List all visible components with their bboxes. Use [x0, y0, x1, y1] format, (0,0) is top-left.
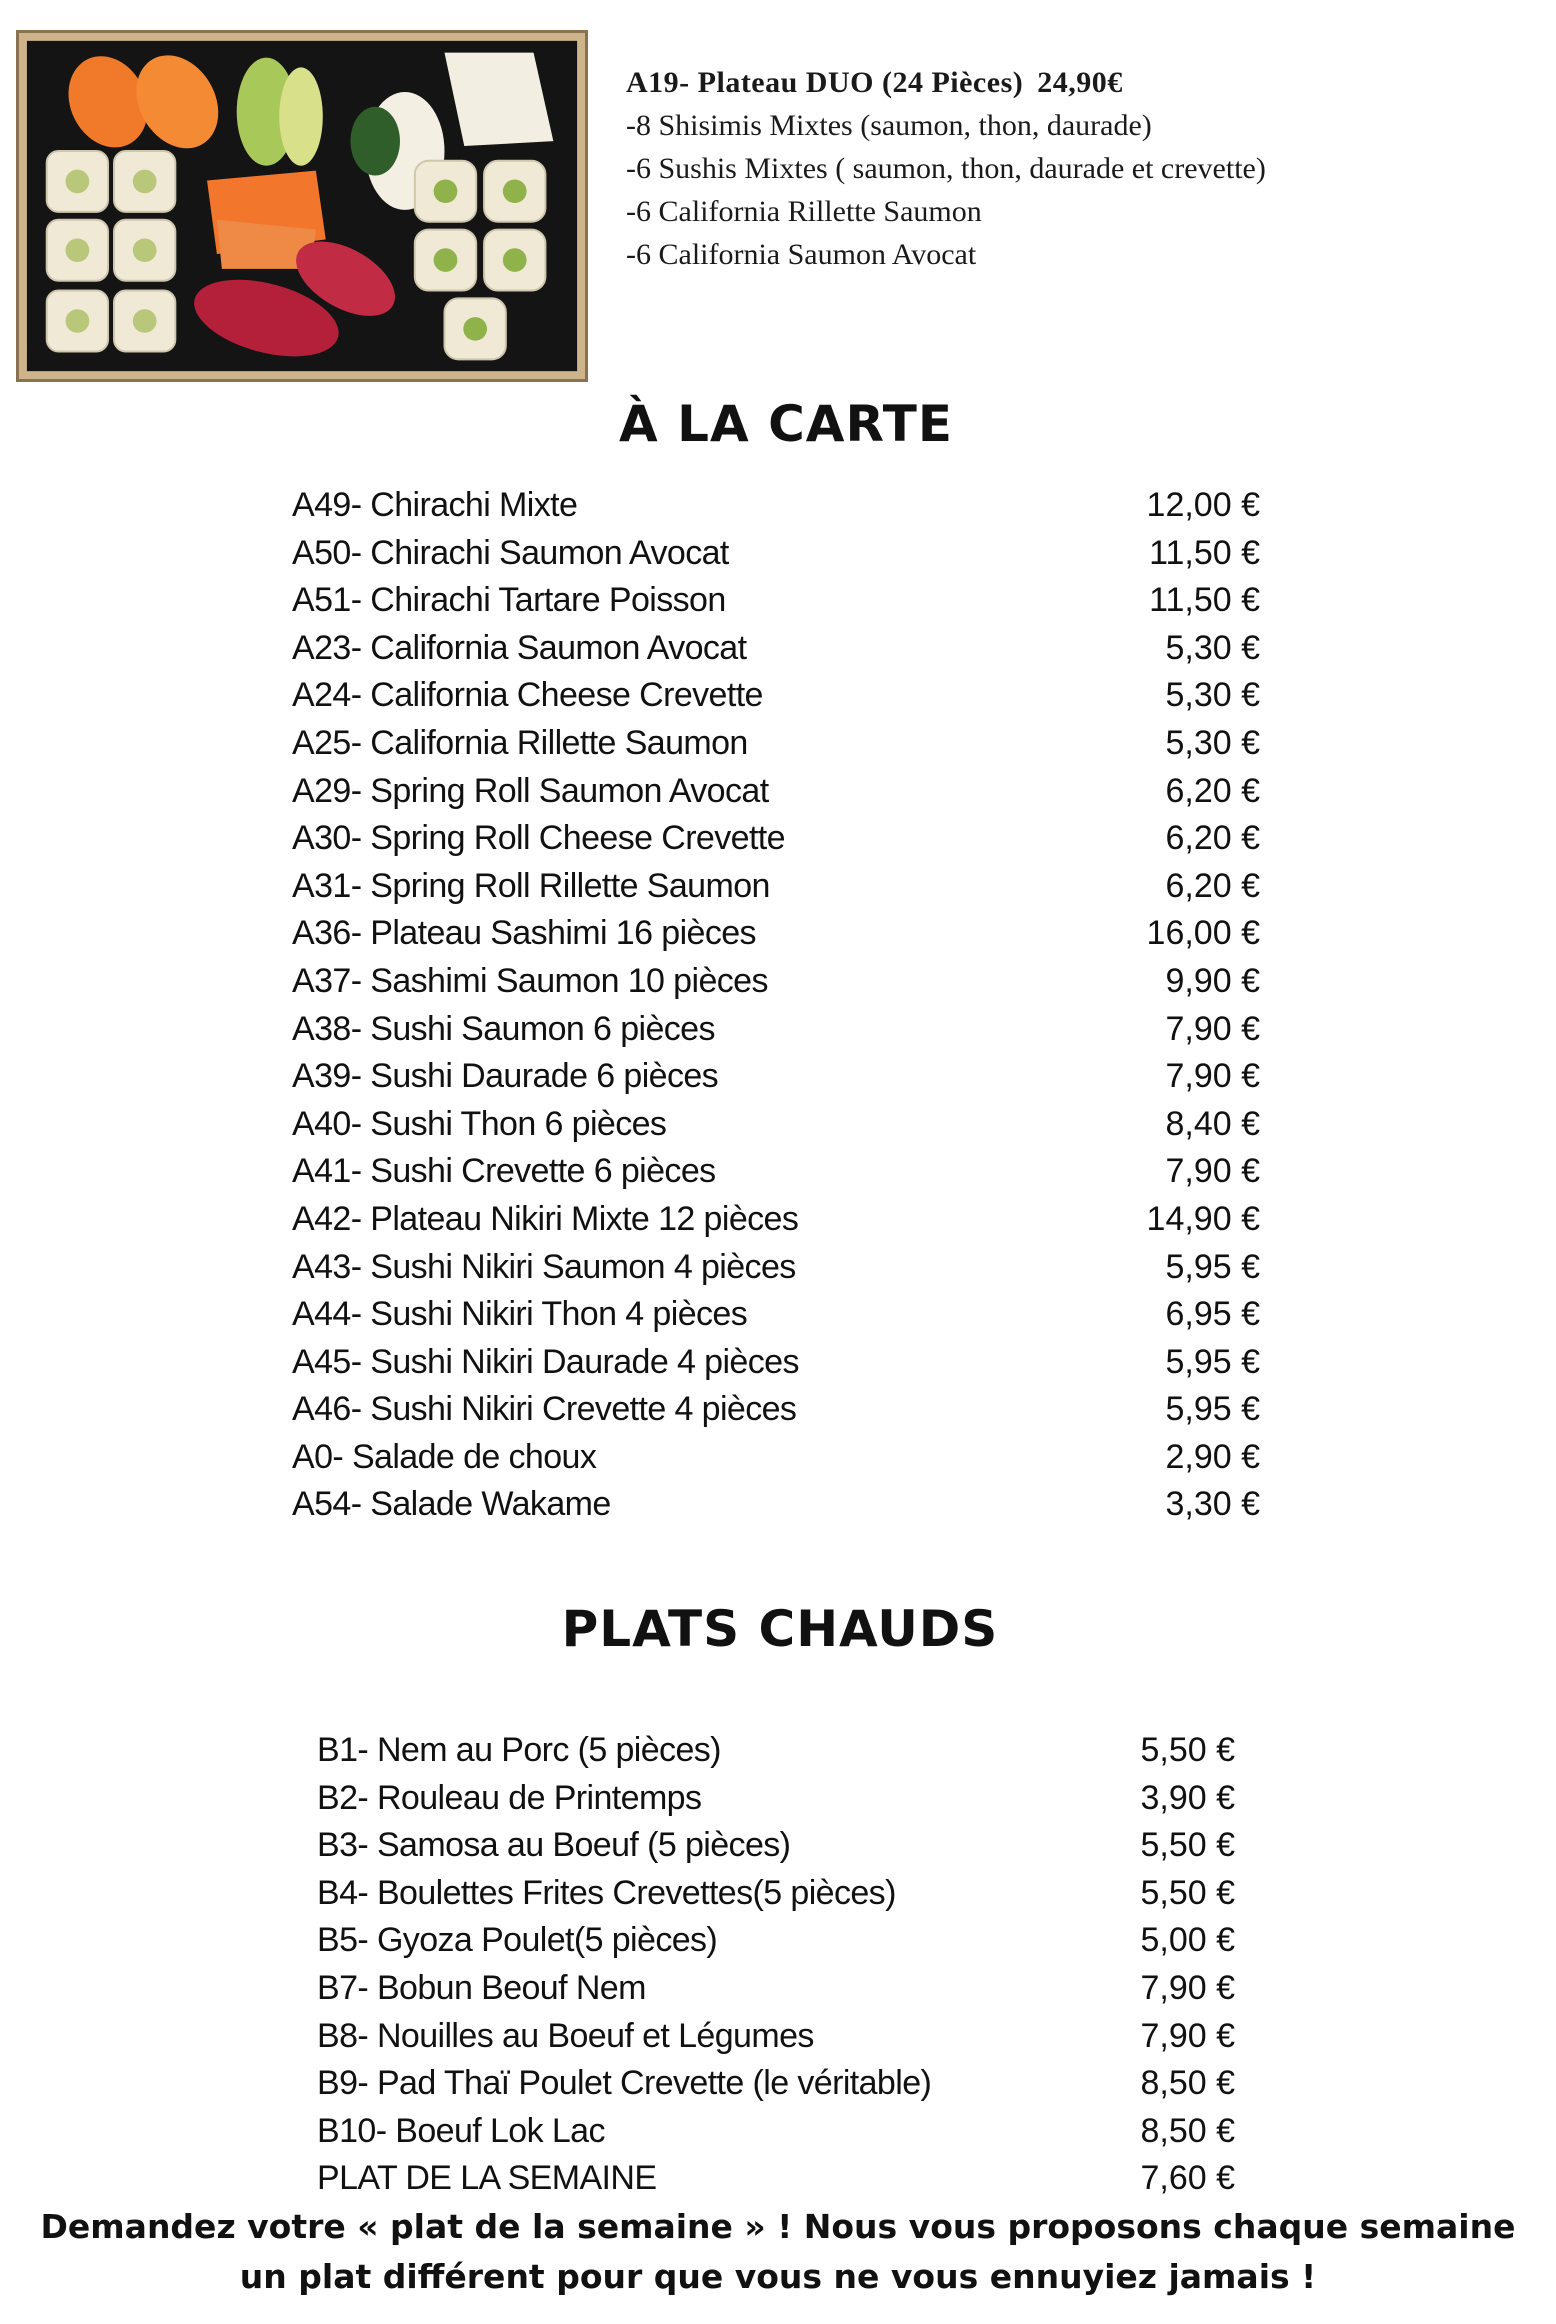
- menu-item-name: A39- Sushi Daurade 6 pièces: [292, 1057, 719, 1096]
- plateau-duo-line: -6 California Rillette Saumon: [626, 195, 982, 228]
- menu-item-name: B10- Boeuf Lok Lac: [317, 2111, 605, 2150]
- menu-item-name: A29- Spring Roll Saumon Avocat: [292, 771, 769, 810]
- plateau-duo-title: [626, 62, 1266, 104]
- menu-item-name: B7- Bobun Beouf Nem: [317, 1968, 646, 2007]
- menu-item-name: A31- Spring Roll Rillette Saumon: [292, 866, 770, 905]
- footer-line-1: Demandez votre « plat de la semaine » ! Nous vous proposons chaque semaine: [40, 2207, 1516, 2246]
- menu-item-name: A44- Sushi Nikiri Thon 4 pièces: [292, 1295, 748, 1334]
- menu-item-name: A46- Sushi Nikiri Crevette 4 pièces: [292, 1390, 797, 1429]
- menu-item-price: 5,30 €: [1165, 723, 1260, 762]
- menu-item-price: 9,90 €: [1165, 961, 1260, 1000]
- menu-item-name: A54- Salade Wakame: [292, 1485, 611, 1524]
- menu-item-name: A49- Chirachi Mixte: [292, 486, 578, 524]
- menu-item-price: 6,95 €: [1165, 1295, 1260, 1334]
- menu-item-name: PLAT DE LA SEMAINE: [317, 2159, 657, 2198]
- carte-menu-item: [292, 1196, 1260, 1244]
- menu-item-name: B3- Samosa au Boeuf (5 pièces): [317, 1826, 791, 1865]
- menu-item-price: 7,60 €: [1140, 2159, 1235, 2198]
- menu-item-name: B2- Rouleau de Printemps: [317, 1778, 702, 1817]
- carte-menu-item: [292, 577, 1260, 625]
- carte-menu-item: [292, 815, 1260, 863]
- menu-item-name: A0- Salade de choux: [292, 1437, 597, 1476]
- menu-item-name: A42- Plateau Nikiri Mixte 12 pièces: [292, 1199, 799, 1238]
- menu-item-price: 5,95 €: [1165, 1390, 1260, 1429]
- menu-item-name: B4- Boulettes Frites Crevettes(5 pièces): [317, 1873, 896, 1912]
- plateau-duo-name: A19- Plateau DUO (24 Pièces): [626, 66, 1024, 99]
- carte-menu-item: [292, 958, 1260, 1006]
- menu-item-price: 7,90 €: [1140, 2016, 1235, 2055]
- carte-menu-item: [292, 1053, 1260, 1101]
- menu-item-name: A30- Spring Roll Cheese Crevette: [292, 819, 785, 858]
- carte-menu-item: [292, 1481, 1260, 1529]
- menu-item-price: 5,95 €: [1165, 1247, 1260, 1286]
- menu-item-price: 14,90 €: [1146, 1199, 1260, 1238]
- menu-item-price: 11,50 €: [1149, 533, 1260, 572]
- menu-item-price: 5,50 €: [1140, 1731, 1235, 1769]
- plateau-duo-line: -8 Shisimis Mixtes (saumon, thon, daurade): [626, 109, 1152, 142]
- plateau-duo-line: -6 California Saumon Avocat: [626, 238, 977, 271]
- menu-item-price: 6,20 €: [1165, 866, 1260, 905]
- menu-item-price: 7,90 €: [1165, 1152, 1260, 1191]
- carte-menu-item: [292, 1339, 1260, 1387]
- menu-item-price: 8,50 €: [1140, 2111, 1235, 2150]
- menu-item-name: A40- Sushi Thon 6 pièces: [292, 1104, 667, 1143]
- menu-item-price: 6,20 €: [1165, 819, 1260, 858]
- chauds-menu-item: [317, 1775, 1235, 1823]
- carte-menu-item: [292, 720, 1260, 768]
- menu-item-price: 3,30 €: [1165, 1485, 1260, 1524]
- menu-item-name: A37- Sashimi Saumon 10 pièces: [292, 961, 768, 1000]
- menu-item-price: 5,30 €: [1165, 628, 1260, 667]
- menu-item-price: 12,00 €: [1146, 486, 1260, 524]
- menu-item-price: 16,00 €: [1146, 914, 1260, 953]
- carte-menu-item: [292, 910, 1260, 958]
- menu-item-name: A36- Plateau Sashimi 16 pièces: [292, 914, 756, 953]
- chauds-menu-item: [317, 1870, 1235, 1918]
- menu-item-name: B5- Gyoza Poulet(5 pièces): [317, 1921, 718, 1960]
- carte-menu-item: [292, 1148, 1260, 1196]
- menu-item-price: 2,90 €: [1165, 1437, 1260, 1476]
- menu-item-name: A45- Sushi Nikiri Daurade 4 pièces: [292, 1342, 799, 1381]
- carte-menu-item: [292, 1006, 1260, 1054]
- menu-item-price: 3,90 €: [1140, 1778, 1235, 1817]
- menu-item-price: 5,00 €: [1140, 1921, 1235, 1960]
- chauds-menu-item: [317, 2155, 1235, 2203]
- menu-item-name: A43- Sushi Nikiri Saumon 4 pièces: [292, 1247, 796, 1286]
- menu-item-name: B8- Nouilles au Boeuf et Légumes: [317, 2016, 814, 2055]
- chauds-menu-item: [317, 1727, 1235, 1775]
- menu-item-price: 5,50 €: [1140, 1826, 1235, 1865]
- carte-menu-item: [292, 863, 1260, 911]
- menu-item-name: A24- California Cheese Crevette: [292, 676, 763, 715]
- carte-menu-item: [292, 1244, 1260, 1292]
- carte-menu-item: [292, 768, 1260, 816]
- carte-menu-item: [292, 530, 1260, 578]
- menu-item-price: 11,50 €: [1149, 581, 1260, 620]
- footer-line-2: un plat différent pour que vous ne vous ennuyiez jamais !: [239, 2257, 1317, 2296]
- menu-item-name: A51- Chirachi Tartare Poisson: [292, 581, 726, 620]
- menu-item-price: 7,90 €: [1165, 1057, 1260, 1096]
- carte-menu-item: [292, 1386, 1260, 1434]
- carte-menu-item: [292, 482, 1260, 530]
- carte-menu-item: [292, 1291, 1260, 1339]
- plateau-duo-price: 24,90€: [1037, 66, 1123, 99]
- plateau-duo-block: [626, 62, 1266, 276]
- carte-menu-item: [292, 1101, 1260, 1149]
- chauds-menu-item: [317, 1917, 1235, 1965]
- menu-item-price: 5,95 €: [1165, 1342, 1260, 1381]
- menu-item-price: 8,40 €: [1165, 1104, 1260, 1143]
- menu-item-name: A25- California Rillette Saumon: [292, 723, 748, 762]
- chauds-menu-item: [317, 2060, 1235, 2108]
- chauds-menu-item: [317, 2013, 1235, 2061]
- menu-item-price: 8,50 €: [1140, 2064, 1235, 2103]
- carte-menu-item: [292, 672, 1260, 720]
- carte-menu-item: [292, 625, 1260, 673]
- plats-chauds-list: [317, 1727, 1235, 2203]
- section-title-a-la-carte: À LA CARTE: [619, 395, 953, 453]
- menu-item-price: 6,20 €: [1165, 771, 1260, 810]
- menu-item-name: B9- Pad Thaï Poulet Crevette (le véritable): [317, 2064, 932, 2103]
- menu-item-name: B1- Nem au Porc (5 pièces): [317, 1731, 721, 1769]
- chauds-menu-item: [317, 1822, 1235, 1870]
- carte-menu-item: [292, 1434, 1260, 1482]
- menu-item-price: 7,90 €: [1165, 1009, 1260, 1048]
- section-title-plats-chauds: PLATS CHAUDS: [561, 1600, 999, 1658]
- a-la-carte-list: [292, 482, 1260, 1529]
- sushi-platter-photo: [16, 30, 588, 382]
- chauds-menu-item: [317, 1965, 1235, 2013]
- menu-item-price: 5,30 €: [1165, 676, 1260, 715]
- menu-item-name: A38- Sushi Saumon 6 pièces: [292, 1009, 715, 1048]
- menu-item-name: A41- Sushi Crevette 6 pièces: [292, 1152, 716, 1191]
- menu-item-name: A23- California Saumon Avocat: [292, 628, 747, 667]
- menu-item-price: 7,90 €: [1140, 1968, 1235, 2007]
- chauds-menu-item: [317, 2108, 1235, 2156]
- plateau-duo-line: -6 Sushis Mixtes ( saumon, thon, daurade et crevette): [626, 152, 1266, 185]
- menu-item-price: 5,50 €: [1140, 1873, 1235, 1912]
- menu-item-name: A50- Chirachi Saumon Avocat: [292, 533, 729, 572]
